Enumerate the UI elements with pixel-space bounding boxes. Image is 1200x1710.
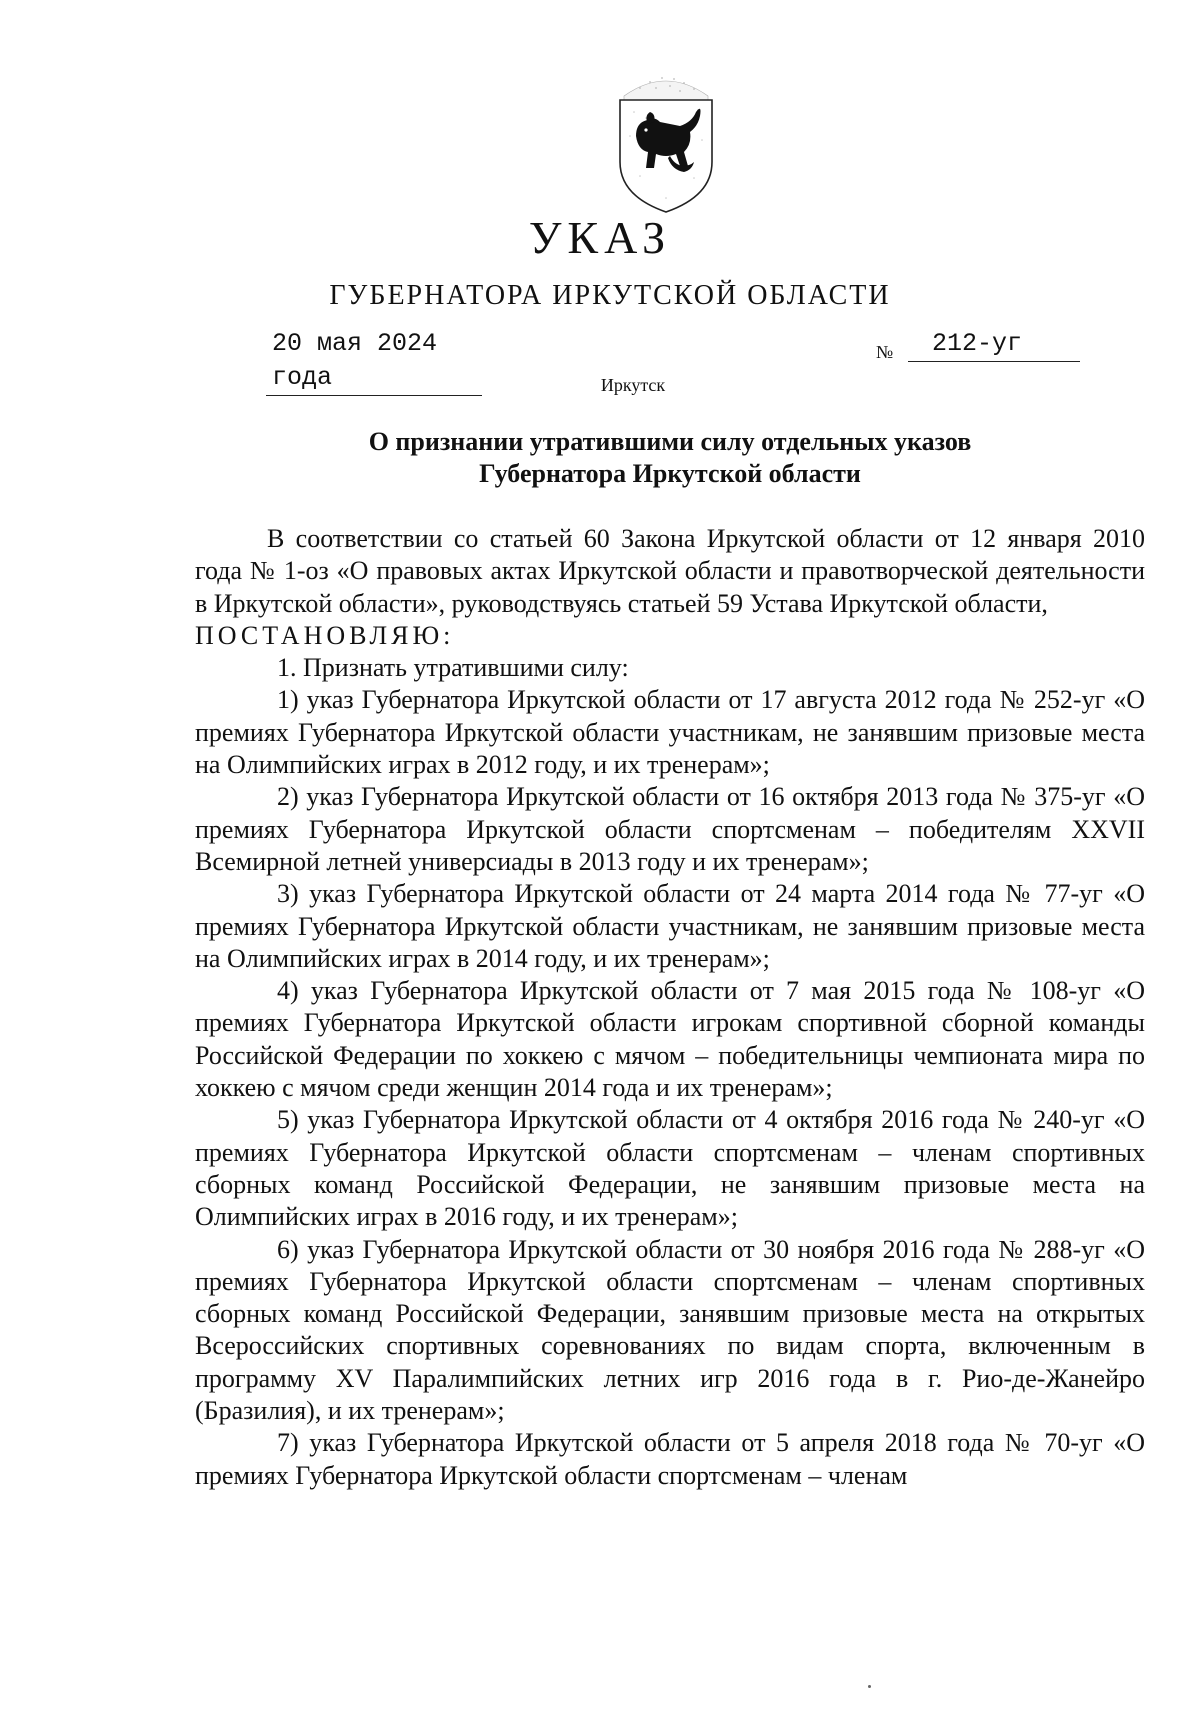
number-label: № [876,342,894,362]
list-item: 6) указ Губернатора Иркутской области от 30 ноября 2016 года № 288-уг «О премиях Губернатора Иркутской области спортсменам – членам спортивных сборных команд Российской Федерации, занявшим призовые места на открытых Всероссийских спортивных соревнованиях по видам спорта, включенным в программу XV Паралимпийских летних игр 2016 года в г. Рио-де-Жанейро (Бразилия), и их тренерам»; [195,1234,1145,1426]
list-item: 5) указ Губернатора Иркутской области от 4 октября 2016 года № 240-уг «О премиях Губернатора Иркутской области спортсменам – членам спортивных сборных команд Российской Федерации, не занявшим призовые места на Олимпийских играх в 2016 году, и их тренерам»; [195,1105,1145,1232]
heading-line-1: О признании утратившими силу отдельных указов [368,427,972,456]
coat-of-arms-icon [610,66,722,214]
scan-speck [868,1685,871,1688]
irkutsk-coat-of-arms-icon [610,66,722,214]
decree-word: ПОСТАНОВЛЯЮ: [195,620,455,650]
list-item: 7) указ Губернатора Иркутской области от 5 апреля 2018 года № 70-уг «О премиях Губернатора Иркутской области спортсменам – членам [195,1428,1145,1490]
preamble-paragraph: В соответствии со статьей 60 Закона Иркутской области от 12 января 2010 года № 1-оз «О правовых актах Иркутской области и правотворческой деятельности в Иркутской области», руководствуясь статьей 59 Устава Иркутской области, [195,524,1145,618]
document-subtitle: ГУБЕРНАТОРА ИРКУТСКОЙ ОБЛАСТИ [329,280,891,311]
heading-line-2: Губернатора Иркутской области [479,459,861,488]
list-item: 1) указ Губернатора Иркутской области от 17 августа 2012 года № 252-уг «О премиях Губернатора Иркутской области участникам, не занявшим призовые места на Олимпийских играх в 2012 году, и их тренерам»; [195,685,1145,780]
list-item: 2) указ Губернатора Иркутской области от 16 октября 2013 года № 375-уг «О премиях Губернатора Иркутской области спортсменам – победителям XXVII Всемирной летней универсиады в 2013 году и их тренерам»; [195,782,1145,876]
decree-body [195,523,1145,1492]
list-item: 4) указ Губернатора Иркутской области от 7 мая 2015 года № 108-уг «О премиях Губернатора Иркутской области игрокам спортивной сборной команды Российской Федерации по хоккею с мячом – победительницы чемпионата мира по хоккею с мячом среди женщин 2014 года и их тренерам»; [195,976,1145,1103]
decree-date: 20 мая 2024 года [266,327,482,396]
decree-number: 212-уг [908,327,1080,362]
decree-heading [195,426,1145,490]
clause-paragraph: 1. Признать утратившими силу: [277,653,629,683]
list-item: 3) указ Губернатора Иркутской области от 24 марта 2014 года № 77-уг «О премиях Губернатора Иркутской области участникам, не занявшим призовые места на Олимпийских играх в 2014 году, и их тренерам»; [195,879,1145,973]
document-title: УКАЗ [528,212,672,263]
city-name: Иркутск [600,375,666,395]
